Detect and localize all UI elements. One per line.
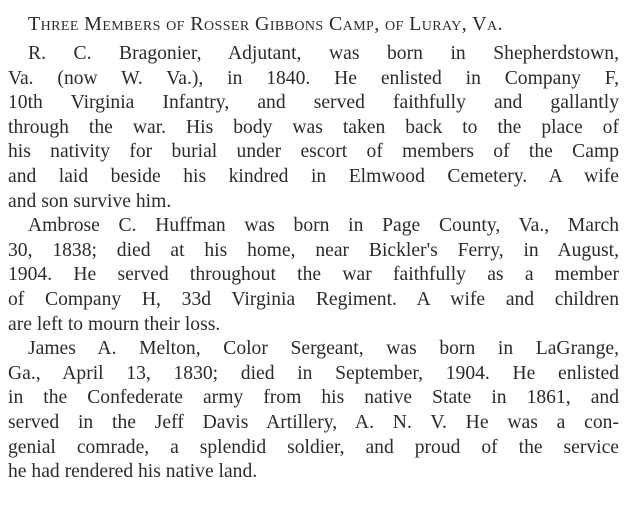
paragraph-melton <box>8 337 619 485</box>
text-line: in the Confederate army from his native State in 1861, and <box>8 387 619 409</box>
text-line: R. C. Bragonier, Adjutant, was born in Shepherdstown, <box>28 43 619 64</box>
text-line: Ga., April 13, 1830; died in September, 1904. He enlisted <box>8 362 619 384</box>
text-line: genial comrade, a splendid soldier, and proud of the service <box>8 436 619 458</box>
text-line: served in the Jeff Davis Artillery, A. N. V. He was a con- <box>8 411 619 433</box>
text-line: of Company H, 33d Virginia Regiment. A wife and children <box>8 288 619 310</box>
paragraph-huffman <box>8 214 619 337</box>
text-line: through the war. His body was taken back to the place of <box>8 116 619 138</box>
text-line: 30, 1838; died at his home, near Bickler's Ferry, in August, <box>8 239 619 261</box>
text-line: are left to mourn their loss. <box>8 313 221 335</box>
text-line: and laid beside his kindred in Elmwood Cemetery. A wife <box>8 165 619 187</box>
text-line: and son survive him. <box>8 190 172 212</box>
text-line: he had rendered his native land. <box>8 461 258 483</box>
paragraph-bragonier <box>8 42 619 214</box>
text-line: James A. Melton, Color Sergeant, was born in LaGrange, <box>28 338 619 360</box>
text-line: his nativity for burial under escort of members of the Camp <box>8 141 619 163</box>
text-line: Va. (now W. Va.), in 1840. He enlisted in Company F, <box>8 67 619 89</box>
text-line: 1904. He served throughout the war faithfully as a member <box>8 264 619 286</box>
text-line: Ambrose C. Huffman was born in Page County, Va., March <box>28 215 619 237</box>
text-line: 10th Virginia Infantry, and served faithfully and gallantly <box>8 92 619 114</box>
article-heading: Three Members of Rosser Gibbons Camp, of Luray, Va. <box>28 13 503 35</box>
